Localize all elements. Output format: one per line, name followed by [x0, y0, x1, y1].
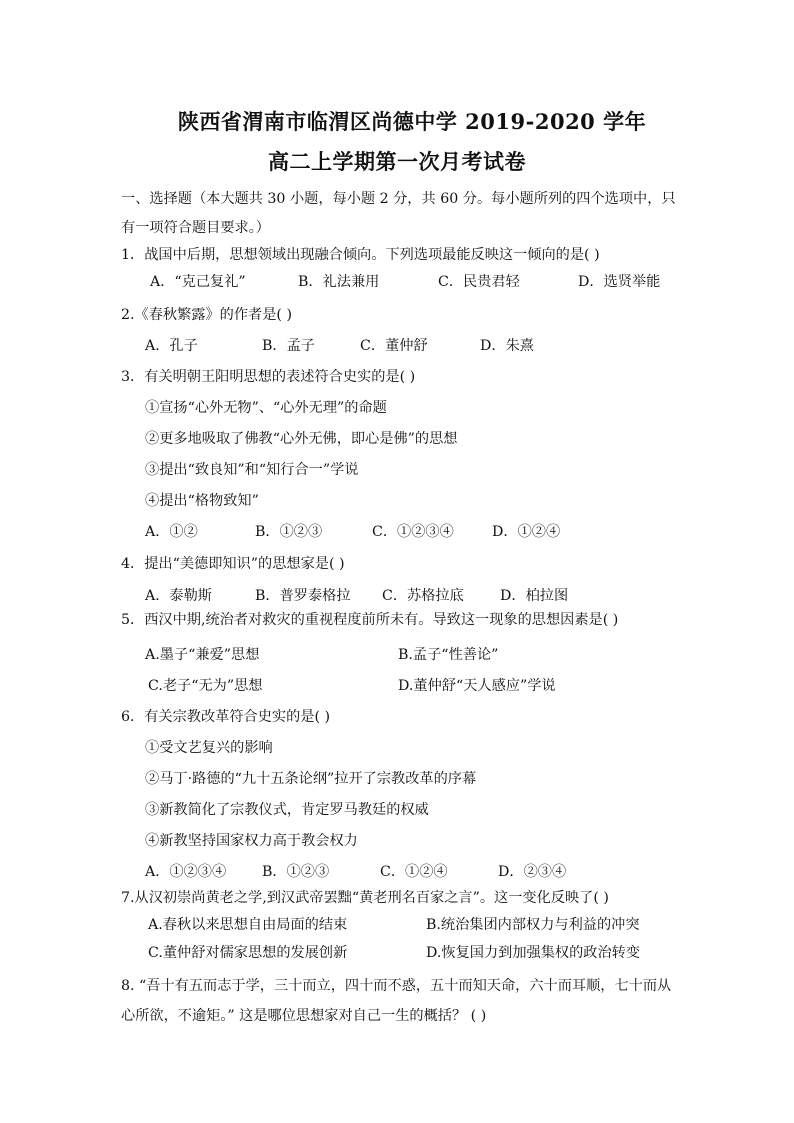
- question-6-option-a: A．①②③④: [145, 864, 227, 880]
- question-7-option-d: D.恢复国力到加强集权的政治转变: [426, 945, 641, 961]
- exam-title-line2: 高二上学期第一次月考试卷: [268, 149, 526, 174]
- question-4-option-a: A．泰勒斯: [145, 588, 212, 604]
- question-6-option-c: C．①②④: [380, 864, 448, 880]
- question-5-option-b: B.孟子“性善论”: [398, 647, 499, 663]
- question-6-statement-4: ④新教坚持国家权力高于教会权力: [145, 833, 358, 849]
- question-3-option-c: C．①②③④: [372, 524, 454, 540]
- question-2-option-a: A．孔子: [145, 338, 198, 354]
- question-1-option-a: A．“克己复礼”: [150, 274, 246, 290]
- question-6-statement-2: ②马丁·路德的“九十五条论纲”拉开了宗教改革的序幕: [145, 771, 477, 787]
- question-5-stem: 5．西汉中期,统治者对救灾的重视程度前所未有。导致这一现象的思想因素是( ): [121, 612, 619, 628]
- question-1-option-c: C．民贵君轻: [438, 274, 520, 290]
- question-3-statement-2: ②更多地吸取了佛教“心外无佛，即心是佛”的思想: [145, 431, 458, 447]
- question-4-option-b: B．普罗泰格拉: [255, 588, 351, 604]
- question-8-stem-line2: 心所欲，不逾矩。” 这是哪位思想家对自己一生的概括？ ( ): [121, 1008, 487, 1024]
- question-4-stem: 4．提出“美德即知识”的思想家是( ): [121, 556, 345, 572]
- question-3-option-d: D．①②④: [492, 524, 561, 540]
- question-2-option-b: B．孟子: [262, 338, 315, 354]
- question-2-stem: 2.《春秋繁露》的作者是( ): [121, 307, 292, 323]
- question-6-stem: 6．有关宗教改革符合史实的是( ): [121, 709, 331, 725]
- question-2-option-c: C．董仲舒: [360, 338, 428, 354]
- question-7-option-a: A.春秋以来思想自由局面的结束: [148, 917, 348, 933]
- question-3-statement-4: ④提出“格物致知”: [145, 493, 259, 509]
- question-7-option-b: B.统治集团内部权力与利益的冲突: [426, 917, 640, 933]
- question-3-option-b: B．①②③: [255, 524, 323, 540]
- question-2-option-d: D．朱熹: [480, 338, 534, 354]
- question-1-option-b: B．礼法兼用: [298, 274, 380, 290]
- question-3-statement-3: ③提出“致良知”和“知行合一”学说: [145, 462, 359, 478]
- question-7-stem: 7.从汉初崇尚黄老之学,到汉武帝罢黜“黄老刑名百家之言”。这一变化反映了( ): [121, 890, 609, 906]
- question-5-option-c: C.老子“无为”思想: [148, 678, 263, 694]
- question-6-option-d: D．②③④: [498, 864, 567, 880]
- question-6-statement-1: ①受文艺复兴的影响: [145, 740, 273, 756]
- exam-title-line1: 陕西省渭南市临渭区尚德中学 2019-2020 学年: [177, 109, 647, 134]
- question-3-option-a: A．①②: [145, 524, 198, 540]
- section-instructions-line2: 有一项符合题目要求。）: [121, 220, 270, 236]
- question-7-option-c: C.董仲舒对儒家思想的发展创新: [148, 945, 348, 961]
- section-instructions-line1: 一、选择题（本大题共 30 小题，每小题 2 分，共 60 分。每小题所列的四个选项中，只: [121, 191, 676, 207]
- question-5-option-a: A.墨子“兼爱”思想: [145, 647, 260, 663]
- question-1-stem: 1．战国中后期，思想领域出现融合倾向。下列选项最能反映这一倾向的是( ): [121, 247, 600, 263]
- question-3-stem: 3．有关明朝王阳明思想的表述符合史实的是( ): [121, 369, 416, 385]
- question-3-statement-1: ①宣扬“心外无物”、“心外无理”的命题: [145, 400, 387, 416]
- question-6-statement-3: ③新教简化了宗教仪式，肯定罗马教廷的权威: [145, 802, 429, 818]
- question-5-option-d: D.董仲舒“天人感应”学说: [398, 678, 556, 694]
- question-8-stem-line1: 8. “吾十有五而志于学，三十而立，四十而不惑，五十而知天命，六十而耳顺，七十而从: [121, 978, 672, 994]
- question-4-option-d: D．柏拉图: [500, 588, 569, 604]
- question-1-option-d: D．选贤举能: [578, 274, 661, 290]
- question-4-option-c: C．苏格拉底: [382, 588, 464, 604]
- question-6-option-b: B．①②③: [262, 864, 330, 880]
